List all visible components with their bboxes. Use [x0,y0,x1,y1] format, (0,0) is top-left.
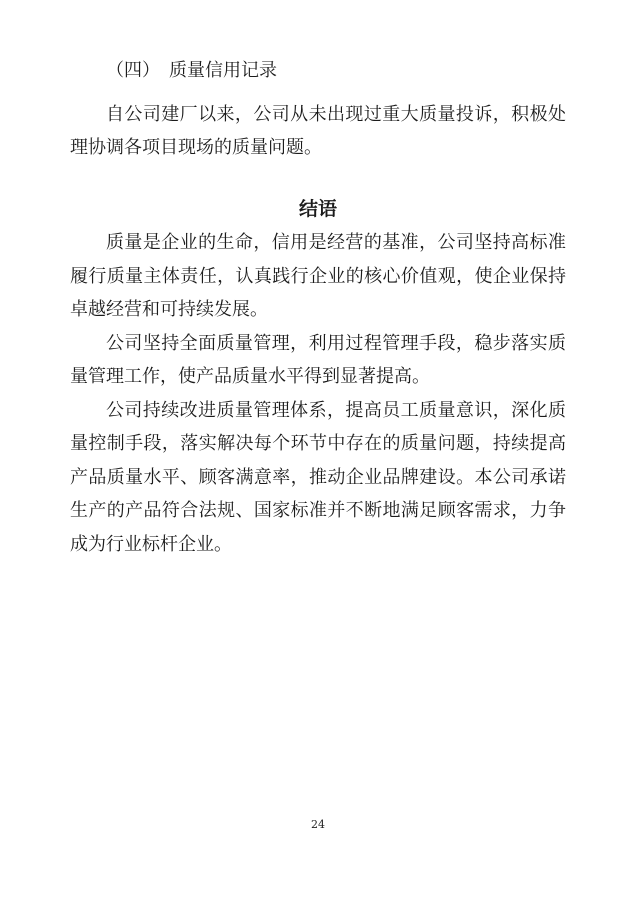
section-heading: （四） 质量信用记录 [106,60,277,81]
conclusion-title: 结语 [298,197,337,220]
page-number: 24 [311,818,325,831]
conclusion-paragraph-2: 公司坚持全面质量管理，利用过程管理手段，稳步落实质量管理工作，使产品质量水平得到显著提高。 [70,332,566,387]
document-body [70,54,566,561]
conclusion-paragraph-1: 质量是企业的生命，信用是经营的基准，公司坚持高标准履行质量主体责任，认真践行企业的核心价值观，使企业保持卓越经营和可持续发展。 [70,232,566,320]
section-paragraph: 自公司建厂以来，公司从未出现过重大质量投诉，积极处理协调各项目现场的质量问题。 [70,103,566,158]
conclusion-paragraph-3: 公司持续改进质量管理体系，提高员工质量意识，深化质量控制手段，落实解决每个环节中存在的质量问题，持续提高产品质量水平、顾客满意率，推动企业品牌建设。本公司承诺生产的产品符合法规、国家标准并不断地满足顾客需求，力争成为行业标杆企业。 [70,399,566,555]
